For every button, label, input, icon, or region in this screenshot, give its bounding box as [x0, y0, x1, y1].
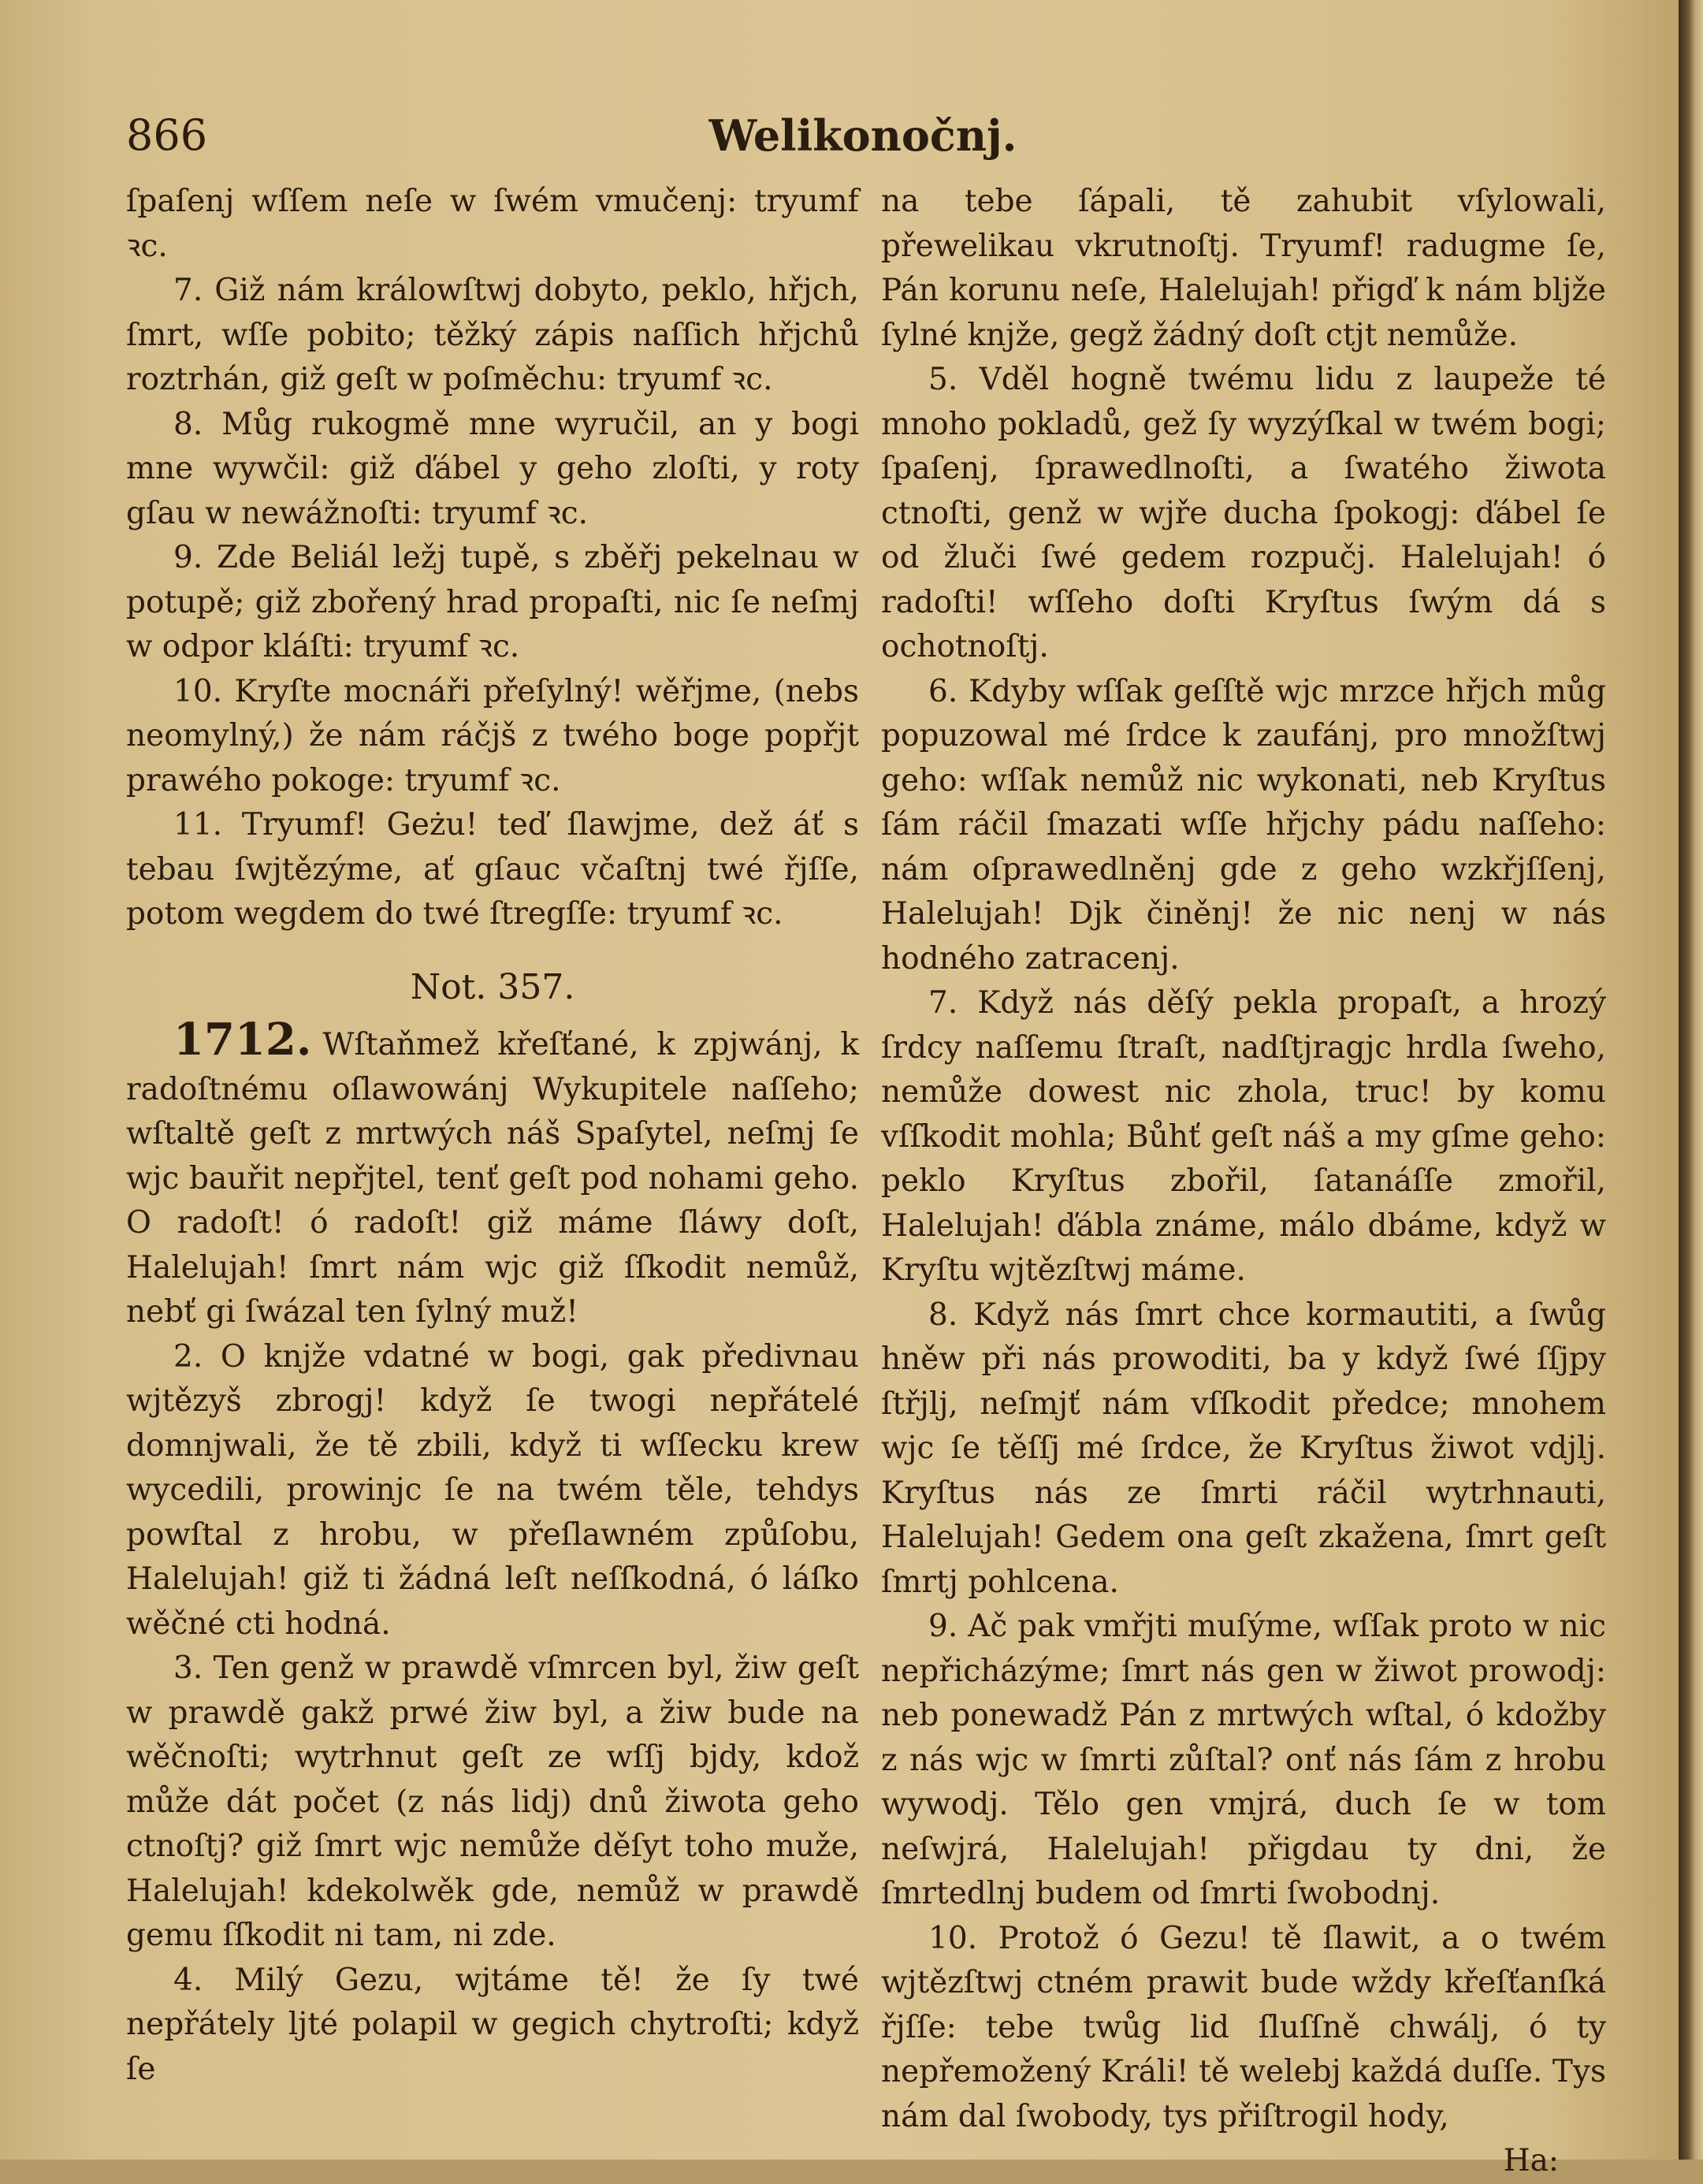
- hymn-start: [126, 1014, 859, 1335]
- hymn-verse: na tebe ſápali, tě zahubit vſylowali, přewelikau vkrutnoſtj. Tryumf! radugme ſe, Pán korunu neſe, Halelujah! přigď k nám bljže ſylné knjže, gegž žádný doſt ctjt nemůže.: [881, 184, 1606, 353]
- hymn-verse: 10. Protož ó Gezu! tě ſlawit, a o twém wjtězſtwj ctném prawit bude wždy křeſťanſká řjſſe: tebe twůg lid ſluſſně chwálj, ó ty nepřemožený Králi! tě welebj každá duſſe. Tys nám dal ſwobody, tys přiſtrogil hody,: [881, 1920, 1606, 2134]
- hymn-verse: 6. Kdyby wſſak geſſtě wjc mrzce hřjch můg popuzowal mé ſrdce k zaufánj, pro množſtwj geho: wſſak nemůž nic wykonati, neb Kryſtus ſám ráčil ſmazati wſſe hřjchy pádu naſſeho: nám oſprawedlněnj gde z geho wzkřjſſenj, Halelujah! Djk činěnj! že nic nenj w nás hodného zatracenj.: [881, 673, 1606, 977]
- hymn-verse: 3. Ten genž w prawdě vſmrcen byl, žiw geſt w prawdě gakž prwé žiw byl, a žiw bude na wěčnoſti; wytrhnut geſt ze wſſj bjdy, kdož může dát počet (z nás lidj) dnů žiwota geho ctnoſtj? giž ſmrt wjc nemůže děſyt toho muže, Halelujah! kdekolwěk gde, nemůž w prawdě gemu ſſkodit ni tam, ni zde.: [126, 1650, 859, 1953]
- melody-note: Not. 357.: [410, 966, 575, 1007]
- page-header: [126, 110, 1600, 173]
- next-page-edge: [1679, 0, 1703, 2160]
- hymn-verse: 4. Milý Gezu, wjtáme tě! že ſy twé nepřátely ljté polapil w gegich chytroſti; když ſe: [126, 1962, 859, 2087]
- hymn-verse: 10. Kryſte mocnáři přeſylný! wěřjme, (nebs neomylný,) že nám ráčjš z twého boge popřjt prawého pokoge: tryumf ꝛc.: [126, 673, 859, 798]
- running-title: Welikonočnj.: [708, 110, 1017, 161]
- right-column: [881, 180, 1606, 2184]
- hymn-verse: 9. Zde Beliál ležj tupě, s zběřj pekelnau w potupě; giž zbořený hrad propaſti, nic ſe neſmj w odpor kláſti: tryumf ꝛc.: [126, 540, 859, 664]
- page-number: 866: [126, 110, 208, 160]
- left-column: [126, 180, 859, 2092]
- hymn-verse: 5. Vděl hogně twému lidu z laupeže té mnoho pokladů, gež ſy wyzýſkal w twém bogi; ſpaſenj, ſprawedlnoſti, a ſwatého žiwota ctnoſti, genž w wjře ducha ſpokogj: ďábel ſe od žluči ſwé gedem rozpučj. Halelujah! ó radoſti! wſſeho doſti Kryſtus ſwým dá s ochotnoſtj.: [881, 362, 1606, 664]
- catchword: Ha:: [1503, 2143, 1559, 2178]
- hymn-verse: 7. Když nás děſý pekla propaſt, a hrozý ſrdcy naſſemu ſtraſt, nadſtjragjc hrdla ſweho, nemůže dowest nic zhola, truc! by komu vſſkodit mohla; Bůhť geſt náš a my gſme geho: peklo Kryſtus zbořil, ſatanáſſe zmořil, Halelujah! ďábla známe, málo dbáme, když w Kryſtu wjtězſtwj máme.: [881, 985, 1606, 1288]
- hymn-number: 1712.: [173, 1014, 312, 1066]
- hymn-verse: ſpaſenj wſſem neſe w ſwém vmučenj: tryumf ꝛc.: [126, 184, 859, 264]
- hymn-verse: 8. Když nás ſmrt chce kormautiti, a ſwůg hněw při nás prowoditi, ba y když ſwé ſſjpy ſtřjlj, neſmjť nám vſſkodit předce; mnohem wjc ſe těſſj mé ſrdce, že Kryſtus žiwot vdjlj. Kryſtus nás ze ſmrti ráčil wytrhnauti, Halelujah! Gedem ona geſt zkažena, ſmrt geſt ſmrtj pohlcena.: [881, 1297, 1606, 1600]
- hymn-verse: 11. Tryumf! Geżu! teď ſlawjme, dež áť s tebau ſwjtězýme, ať gſauc včaſtnj twé řjſſe, potom wegdem do twé ſtregſſe: tryumf ꝛc.: [126, 807, 859, 932]
- hymn-verse: 2. O knjže vdatné w bogi, gak předivnau wjtězyš zbrogj! když ſe twogi nepřátelé domnjwali, že tě zbili, když ti wſſecku krew wycedili, prowinjc ſe na twém těle, tehdys powſtal z hrobu, w přeſlawném způſobu, Halelujah! giž ti žádná leſt neſſkodná, ó láſko wěčné cti hodná.: [126, 1338, 859, 1642]
- hymn-verse: 9. Ač pak vmřjti muſýme, wſſak proto w nic nepřicházýme; ſmrt nás gen w žiwot prowodj: neb ponewadž Pán z mrtwých wſtal, ó kdožby z nás wjc w ſmrti zůſtal? onť nás ſám z hrobu wywodj. Tělo gen vmjrá, duch ſe w tom neſwjrá, Halelujah! přigdau ty dni, že ſmrtedlnj budem od ſmrti ſwobodnj.: [881, 1609, 1606, 1911]
- hymn-verse-first: Wſtaňmež křeſťané, k zpjwánj, k radoſtnému oſlawowánj Wykupitele naſſeho; wſtaltě geſt z mrtwých náš Spaſytel, neſmj ſe wjc bauřit nepřjtel, tenť geſt pod nohami geho. O radoſt! ó radoſt! giž máme ſláwy doſt, Halelujah! ſmrt nám wjc giž ſſkodit nemůž, nebť gi ſwázal ten ſylný muž!: [126, 1027, 859, 1330]
- hymn-verse: 8. Můg rukogmě mne wyručil, an y bogi mne wywčil: giž ďábel y geho zloſti, y roty gſau w newážnoſti: tryumf ꝛc.: [126, 406, 859, 531]
- hymn-verse: 7. Giž nám králowſtwj dobyto, peklo, hřjch, ſmrt, wſſe pobito; těžký zápis naſſich hřjchů roztrhán, giž geſt w poſměchu: tryumf ꝛc.: [126, 273, 859, 397]
